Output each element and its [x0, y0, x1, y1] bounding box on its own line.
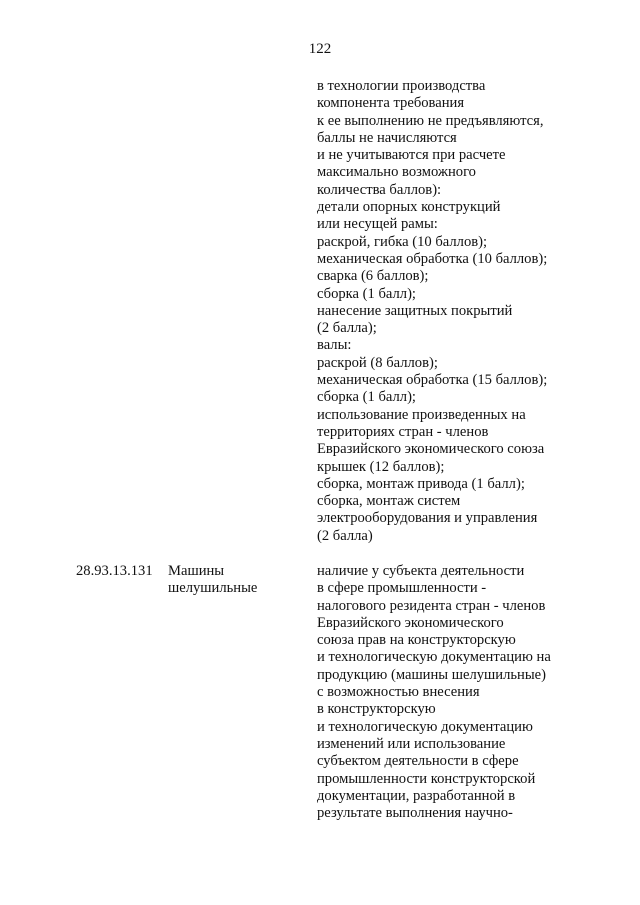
text-line: документации, разработанной в	[317, 787, 516, 804]
text-line: крышек (12 баллов);	[317, 458, 445, 475]
text-line: Евразийского экономического	[317, 614, 504, 631]
text-line: (2 балла);	[317, 320, 377, 337]
text-line: с возможностью внесения	[317, 684, 480, 701]
text-line: баллы не начисляются	[317, 129, 457, 146]
text-line: и не учитываются при расчете	[317, 147, 506, 164]
text-line: продукцию (машины шелушильные)	[317, 666, 546, 683]
text-line: наличие у субъекта деятельности	[317, 563, 525, 579]
text-line: промышленности конструкторской	[317, 770, 536, 787]
text-line: детали опорных конструкций	[317, 199, 501, 216]
text-line: использование произведенных на	[317, 406, 526, 423]
text-line: результате выполнения научно-	[317, 805, 513, 822]
page-number: 122	[308, 41, 332, 57]
text-line: территориях стран - членов	[317, 423, 489, 440]
text-line: сварка (6 баллов);	[317, 268, 429, 285]
text-line: в технологии производства	[317, 78, 486, 94]
product-code: 28.93.13.131	[76, 563, 153, 579]
text-line: в конструкторскую	[317, 701, 436, 718]
continued-requirements	[317, 78, 617, 545]
product-requirements	[317, 563, 617, 822]
text-line: в сфере промышленности -	[317, 580, 487, 597]
text-line: налогового резидента стран - членов	[317, 597, 546, 614]
text-line: нанесение защитных покрытий	[317, 302, 513, 319]
text-line: максимально возможного	[317, 164, 476, 181]
text-line: сборка, монтаж систем	[317, 493, 461, 510]
text-line: количества баллов):	[317, 181, 442, 198]
text-line: электрооборудования и управления	[317, 510, 538, 527]
text-line: сборка, монтаж привода (1 балл);	[317, 475, 525, 492]
text-line: механическая обработка (15 баллов);	[317, 372, 548, 389]
product-name	[168, 563, 257, 598]
text-line: и технологическую документацию	[317, 718, 533, 735]
text-line: к ее выполнению не предъявляются,	[317, 112, 544, 129]
text-line: изменений или использование	[317, 735, 506, 752]
text-line: или несущей рамы:	[317, 216, 438, 233]
text-line: механическая обработка (10 баллов);	[317, 250, 548, 267]
product-name-line: Машины	[168, 563, 225, 579]
text-line: раскрой, гибка (10 баллов);	[317, 233, 488, 250]
text-line: компонента требования	[317, 95, 465, 112]
text-line: раскрой (8 баллов);	[317, 354, 438, 371]
text-line: союза прав на конструкторскую	[317, 632, 516, 649]
text-line: (2 балла)	[317, 527, 373, 544]
text-line: сборка (1 балл);	[317, 285, 416, 302]
text-line: Евразийского экономического союза	[317, 441, 545, 458]
product-name-line: шелушильные	[168, 580, 258, 597]
text-line: и технологическую документацию на	[317, 649, 551, 666]
text-line: субъектом деятельности в сфере	[317, 753, 519, 770]
text-line: валы:	[317, 337, 352, 354]
text-line: сборка (1 балл);	[317, 389, 416, 406]
